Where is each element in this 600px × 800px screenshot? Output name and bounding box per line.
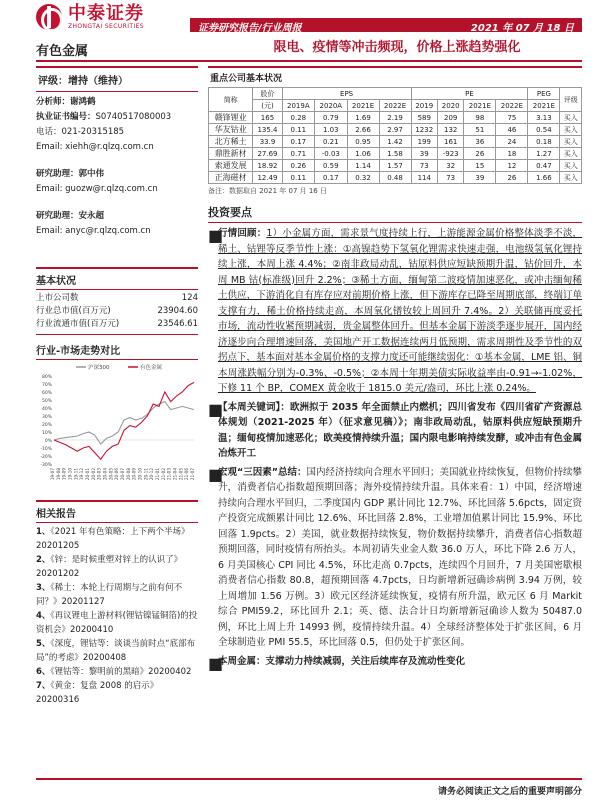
assistant-1-email-link[interactable]: guozw@r.qlzq.com.cn — [65, 184, 158, 194]
related-report-item[interactable]: 3、《稀土：本轮上行周期与之前有何不同？》20201127 — [36, 583, 183, 607]
pe-cell: 39 — [411, 148, 437, 160]
logo-name-cn: 中泰证券 — [68, 2, 144, 24]
x-tick-label: 20-03 — [96, 468, 102, 481]
assistant-2-name: 安永超 — [78, 211, 105, 221]
eps-cell: 0.26 — [282, 160, 314, 172]
eps-cell: 0.17 — [315, 172, 347, 184]
assistant-1: 研究助理：郭中伟 Email: guozw@r.qlzq.com.cn — [36, 169, 158, 194]
peg-cell: 0.54 — [528, 124, 560, 136]
y-tick-label: 60% — [41, 391, 52, 396]
pe-cell: -923 — [437, 148, 463, 160]
pe-cell: 114 — [411, 172, 437, 184]
price-cell: 12.49 — [253, 172, 282, 184]
page-footer — [36, 778, 582, 797]
eps-cell: 0.59 — [315, 160, 347, 172]
x-tick-label: 20-01 — [85, 468, 90, 481]
analyst-name-row: 分析师：谢鸿鹤 — [36, 97, 96, 107]
pe-cell: 32 — [437, 160, 463, 172]
eps-cell: 0.11 — [282, 124, 314, 136]
eps-cell: 2.66 — [347, 124, 379, 136]
eps-cell: 1.14 — [347, 160, 379, 172]
eps-cell: 2.19 — [379, 112, 411, 124]
x-tick-label: 20-06 — [114, 468, 120, 481]
eps-cell: 0.32 — [347, 172, 379, 184]
pe-cell: 589 — [411, 112, 437, 124]
basic-row: 行业流通市值(百万元) 23546.61 — [36, 319, 198, 329]
pe-cell: 46 — [496, 124, 528, 136]
report-date: 2021 年 07 月 18 日 — [470, 23, 574, 34]
eps-cell: 1.69 — [347, 112, 379, 124]
peg-cell: 3.13 — [528, 112, 560, 124]
assistant-1-name: 郭中伟 — [78, 169, 105, 179]
table-header-row — [209, 88, 582, 100]
peg-cell: 0.47 — [528, 160, 560, 172]
eps-cell: 1.03 — [315, 124, 347, 136]
eps-cell: 0.28 — [282, 112, 314, 124]
x-tick-label: 19-07 — [50, 468, 55, 481]
basic-status-table — [36, 290, 198, 335]
market-review — [208, 226, 582, 397]
col-rating: 评级 — [560, 88, 582, 112]
page-title: 限电、疫情等冲击频现，价格上涨趋势强化 — [273, 40, 521, 55]
title-divider — [36, 60, 582, 62]
x-tick-label: 20-02 — [90, 468, 96, 481]
y-tick-label: -10% — [40, 447, 52, 452]
invest-heading: 投资要点 — [208, 202, 582, 223]
table-year-row: (元) 2019A 2020A 2021E 2022E 2019 2020 2021E 2022E 2021E — [209, 100, 582, 112]
pe-cell: 199 — [411, 136, 437, 148]
bullet-icon: ■ — [208, 399, 224, 419]
peg-cell: 1.66 — [528, 172, 560, 184]
pe-cell: 39 — [464, 172, 496, 184]
eps-cell: 0.95 — [347, 136, 379, 148]
x-tick-label: 21-05 — [178, 468, 184, 481]
report-header — [0, 0, 600, 34]
header-bar — [190, 18, 582, 32]
pe-cell: 26 — [496, 172, 528, 184]
y-tick-label: 70% — [41, 383, 52, 388]
pe-cell: 18 — [496, 148, 528, 160]
related-list — [36, 523, 198, 707]
weekly-keywords-head: 【本周关键词】： — [218, 401, 290, 413]
eps-cell: 1.58 — [379, 148, 411, 160]
price-cell: 27.69 — [253, 148, 282, 160]
y-tick-label: 80% — [41, 375, 52, 380]
table-note: 备注：数据取自 2021 年 07 月 16 日 — [208, 187, 327, 195]
pe-cell: 24 — [496, 136, 528, 148]
basic-status-heading: 基本状况 — [36, 267, 198, 289]
x-tick-label: 21-03 — [166, 468, 172, 481]
legend-label: 有色金属 — [140, 365, 163, 371]
price-cell: 33.9 — [253, 136, 282, 148]
x-tick-label: 20-04 — [102, 468, 108, 481]
rating-cell: 买入 — [560, 172, 582, 184]
x-tick-label: 21-07 — [190, 468, 195, 481]
logo-mark-icon — [36, 4, 62, 30]
x-tick-label: 21-04 — [172, 468, 178, 481]
x-tick-label: 20-09 — [131, 468, 137, 481]
x-tick-label: 21-01 — [155, 468, 160, 481]
rating-cell: 买入 — [560, 148, 582, 160]
eps-cell: 0.11 — [282, 172, 314, 184]
trend-chart — [36, 360, 198, 500]
bullet-icon: ■ — [208, 226, 224, 245]
eps-cell: 0.17 — [282, 136, 314, 148]
pe-cell: 73 — [411, 160, 437, 172]
x-tick-label: 19-08 — [55, 468, 61, 481]
company-name-cell: 华友钴业 — [209, 124, 253, 136]
eps-cell: 1.57 — [379, 160, 411, 172]
y-tick-label: 0% — [44, 439, 52, 444]
related-report-item[interactable]: 1、《2021 年有色策略：上下两个半场》20201205 — [36, 527, 190, 551]
pe-cell: 36 — [464, 136, 496, 148]
company-name-cell: 赣锋锂业 — [209, 112, 253, 124]
y-tick-label: 30% — [41, 415, 52, 420]
y-tick-label: -20% — [40, 455, 52, 460]
table-row — [209, 172, 582, 184]
peg-cell: 0.18 — [528, 136, 560, 148]
col-name: 简称 — [209, 88, 253, 112]
x-tick-label: 21-02 — [160, 468, 166, 481]
related-report-item[interactable]: 4、《再议锂电上游材料(锂钴镍锰铜箔)的投资机会》20200410 — [36, 611, 198, 635]
eps-cell: 1.42 — [379, 136, 411, 148]
metals-weekly — [208, 654, 582, 673]
table-row — [209, 112, 582, 124]
table-row — [209, 160, 582, 172]
analyst-phone-row: 电话：021-20315185 — [36, 127, 125, 137]
pe-cell: 132 — [437, 124, 463, 136]
eps-cell: 0.48 — [379, 172, 411, 184]
macro-summary — [208, 465, 582, 651]
macro-summary-text: 国内经济持续向合理水平回归；美国就业持续恢复，但物价持续攀升，消费者信心指数超预期回落；海外疫情持续升温。具体来看：1）中国，经济增速持续向合理水平回归，二季度国内 GDP 累计同比 12.7%、环比回落 5.6pcts，固定资产投资完成额累计同比 12.6%、环比回落 2.8%，工业增加值累计同比 15.9%、环比回落 1.9pcts。2）美国，就业数据持续恢复，物价数据持续攀升，消费者信心指数超预期回落，同时疫情有所抬头。本周初请失业金人数 36.0 万人，环比下降 2.6 万人，6 月美国核心 CPI 同比 4.5%，环比走高 0.7pcts，连续四个月回升，7 月美国密歇根消费者信心指数 80.8，超预期回落 4.7pcts，日均新增新冠确诊病例 3.94 万例，较上周增加 1.56 万例。3）欧元区经济延续恢复，疫情有所升温，欧元区 6 月 Markit 综合 PMI59.2，环比回升 2.1；英、德、法合计日均新增新冠确诊人数为 50487.0 例，环比上周上升 14993 例，疫情持续升温。4）全球经济整体处于扩张区间，6 月全球制造业 PMI 55.5，环比回落 0.5，但仍处于扩张区间。 — [218, 466, 583, 648]
table-row — [209, 124, 582, 136]
col-pe: PE — [411, 88, 528, 100]
series-line-hs300 — [54, 402, 194, 444]
right-column — [208, 66, 582, 673]
pe-cell: 161 — [437, 136, 463, 148]
metals-weekly-text: 支撑动力持续减弱，关注后续库存及流动性变化 — [265, 655, 466, 667]
trend-heading: 行业-市场走势对比 — [36, 346, 121, 357]
eps-cell: 0.71 — [282, 148, 314, 160]
price-cell: 18.92 — [253, 160, 282, 172]
basic-row: 上市公司数 124 — [36, 293, 198, 303]
company-name-cell: 鼎胜新材 — [209, 148, 253, 160]
pe-cell: 51 — [464, 124, 496, 136]
weekly-keywords — [208, 400, 582, 462]
col-price: 股价 — [253, 88, 282, 100]
related-report-item[interactable]: 5、《深度，锂钴等：谈谈当前时点“底部布局”的考虑》20200408 — [36, 639, 196, 663]
company-table-heading: 重点公司基本状况 — [208, 66, 582, 87]
rating-cell: 买入 — [560, 112, 582, 124]
company-name-cell: 北方稀土 — [209, 136, 253, 148]
analyst-cert-row: 执业证书编号：S0740517080003 — [36, 112, 172, 122]
y-tick-label: 50% — [41, 399, 52, 404]
x-tick-label: 20-10 — [137, 468, 143, 481]
eps-cell: 2.97 — [379, 124, 411, 136]
weekly-keywords-text: 欧洲拟于 2035 年全面禁止内燃机；四川省发布《四川省矿产资源总体规划（2021-2025 年）（征求意见稿）》；南非政局动乱，钴原料供应短缺预期升温；缅甸疫情加速恶化；欧美疫情持续升温；国内限电影响持续发酵，或冲击有色金属冶炼开工 — [218, 401, 582, 459]
related-heading: 相关报告 — [36, 500, 198, 522]
table-row — [209, 148, 582, 160]
x-tick-label: 19-10 — [67, 468, 73, 481]
report-type: 证券研究报告/行业周报 — [198, 23, 302, 34]
pe-cell: 73 — [437, 172, 463, 184]
assistant-2: 研究助理：安永超 Email: anyc@r.qlzq.com.cn — [36, 211, 151, 236]
basic-row: 行业总市值(百万元) 23904.60 — [36, 306, 198, 316]
rating-value: 增持（维持） — [68, 76, 128, 87]
col-peg: PEG — [528, 88, 560, 100]
logo-name-en: ZHONGTAI SECURITIES — [68, 22, 145, 30]
pe-cell: 98 — [464, 112, 496, 124]
pe-cell: 26 — [464, 148, 496, 160]
pe-cell: 1232 — [411, 124, 437, 136]
company-name-cell: 索通发展 — [209, 160, 253, 172]
eps-cell: 0.21 — [315, 136, 347, 148]
rating — [36, 66, 198, 92]
metals-weekly-head: 本周金属： — [218, 655, 266, 667]
y-tick-label: -30% — [40, 463, 52, 468]
pe-cell: 12 — [496, 160, 528, 172]
x-tick-label: 20-05 — [108, 468, 114, 481]
table-row — [209, 136, 582, 148]
y-tick-label: 20% — [41, 423, 52, 428]
x-tick-label: 20-11 — [143, 468, 149, 481]
company-name-cell: 正海磁材 — [209, 172, 253, 184]
col-eps: EPS — [282, 88, 411, 100]
pe-cell: 209 — [437, 112, 463, 124]
rating-label: 评级： — [38, 76, 68, 87]
eps-cell: -0.03 — [315, 148, 347, 160]
industry-name: 有色金属 — [36, 44, 89, 59]
x-tick-label: 21-06 — [184, 468, 190, 481]
company-logo — [36, 4, 144, 30]
related-report-item[interactable]: 6、《锂钴等：黎明前的黑暗》20200402 — [36, 667, 192, 677]
company-table — [208, 87, 582, 184]
pe-cell: 75 — [496, 112, 528, 124]
pe-cell: 15 — [464, 160, 496, 172]
bullet-icon: ■ — [208, 464, 224, 484]
x-tick-label: 20-08 — [125, 468, 131, 481]
x-tick-label: 19-09 — [61, 468, 67, 481]
bullet-icon: ■ — [208, 653, 224, 673]
x-tick-label: 19-12 — [79, 468, 85, 481]
eps-cell: 0.79 — [315, 112, 347, 124]
related-report-item[interactable]: 2、《锌：是时候重塑对锌上的认识了》20201202 — [36, 555, 183, 579]
rating-cell: 买入 — [560, 124, 582, 136]
analyst-email-link[interactable]: xiehh@r.qlzq.com.cn — [65, 142, 154, 152]
analyst-info — [36, 95, 198, 155]
peg-cell: 1.27 — [528, 148, 560, 160]
footer-disclaimer: 请务必阅读正文之后的重要声明部分 — [437, 787, 582, 797]
x-tick-label: 20-12 — [149, 468, 155, 481]
left-column — [36, 66, 198, 707]
analyst-email-row: Email: xiehh@r.qlzq.com.cn — [36, 142, 154, 152]
legend-label: 沪深300 — [88, 365, 110, 371]
market-review-head: 行情回顾： — [218, 228, 267, 239]
y-tick-label: 10% — [41, 431, 52, 436]
price-cell: 135.4 — [253, 124, 282, 136]
rating-cell: 买入 — [560, 160, 582, 172]
y-tick-label: 40% — [41, 407, 52, 412]
assistant-2-email-link[interactable]: anyc@r.qlzq.com.cn — [65, 226, 151, 236]
trend-chart-svg — [36, 360, 198, 500]
macro-summary-head: 宏观“三因素”总结： — [218, 466, 307, 478]
market-review-text: 1）小金属方面，需求景气度持续上行，上游能源金属价格整体淡季不淡，稀土、钴锂等反季节性上涨：①高镍趋势下氢氧化锂需求快速走强，电池级氢氧化锂持续上涨，本周上涨 4.4%；②南非政局动乱，钴原料供应短缺预期升温，钴价回升，本周 MB 钴(标准级)回升 2.2%；③稀土方面，缅甸第二波疫情加速恶化，或冲击缅甸稀土供应，下游消化自有库存应对前期价格上涨，但下游库存已降至周期底部，终端订单支撑有力，稀土价格持续走高，本周氧化镨钕较上周回升 7.4%。2）关联储再度妥托市场，流动性收紧预期减弱，贵金属整体回升。但基本金属下游淡季逐步展开，国内经济逐步向合理增速回落，美国地产开工数据连续两月低预期，需求周期性及季节性的双拐点下，基本面对基本金属价格的支撑力度还可能继续弱化：①基本金属，LME 铝、铜本周涨跌幅分别为-0.3%、-0.5%；②本周十年期美债实际收益率由-0.91→-1.02%，下修 11 个 BP，COMEX 黄金收于 1815.0 美元/盎司，环比上涨 0.24%。 — [218, 228, 582, 394]
rating-cell: 买入 — [560, 136, 582, 148]
eps-cell: 1.06 — [347, 148, 379, 160]
x-tick-label: 20-07 — [120, 468, 125, 481]
price-cell: 165 — [253, 112, 282, 124]
related-report-item[interactable]: 7、《黄金：复盘 2008 的启示》20200316 — [36, 681, 159, 705]
x-tick-label: 19-11 — [73, 468, 79, 481]
